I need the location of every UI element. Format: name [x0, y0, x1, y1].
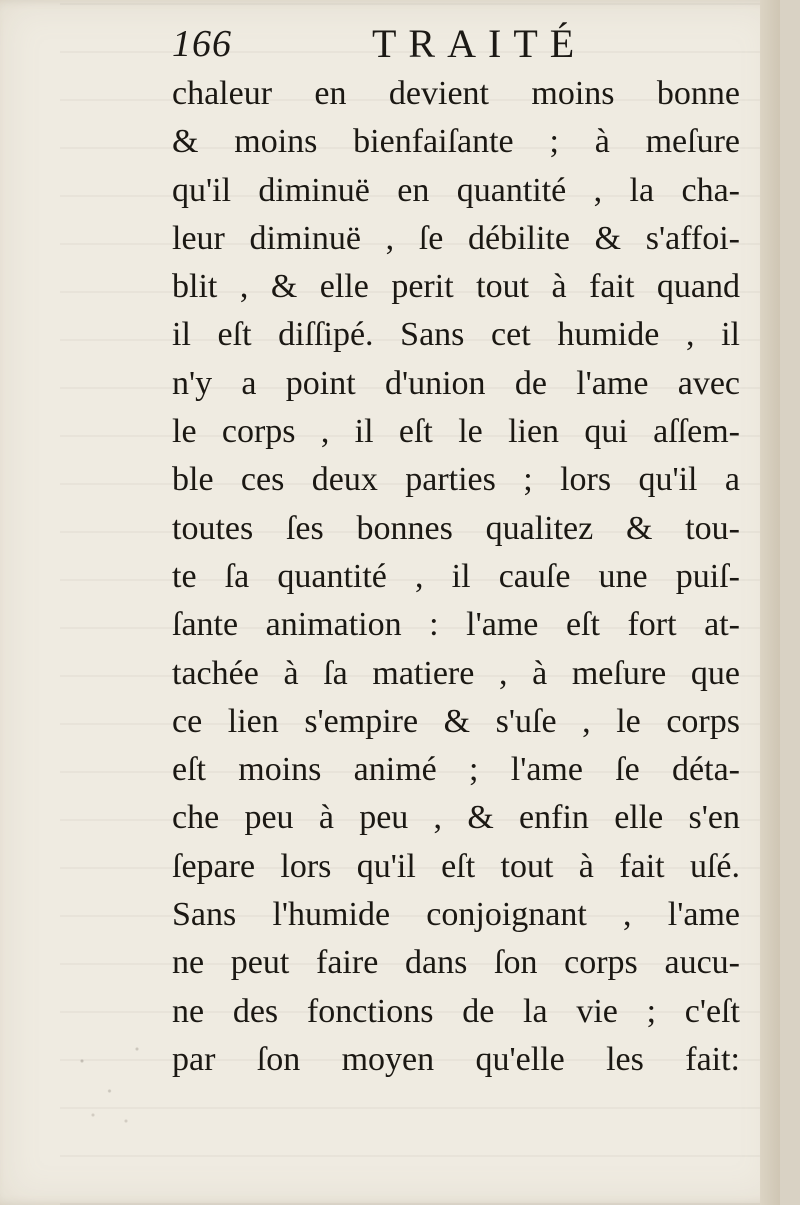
- text-line: ble ces deux parties ; lors qu'il a: [172, 461, 740, 499]
- page-number: 166: [172, 23, 232, 65]
- text-line: tachée à ſa matiere , à meſure que: [172, 654, 740, 692]
- text-line: chaleur en devient moins bonne: [172, 75, 740, 112]
- text-line: te ſa quantité , il cauſe une puiſ-: [172, 557, 740, 595]
- text-line: ſepare lors qu'il eſt tout à fait uſé.: [172, 847, 740, 885]
- text-line: qu'il diminuë en quantité , la cha-: [172, 171, 740, 209]
- body-text: [172, 70, 740, 1084]
- text-line: le corps , il eſt le lien qui aſſem-: [172, 413, 740, 451]
- text-line: par ſon moyen qu'elle les fait:: [172, 1040, 740, 1078]
- text-line: ſante animation : l'ame eſt fort at-: [172, 606, 740, 644]
- text-line: ce lien s'empire & s'uſe , le corps: [172, 702, 740, 740]
- text-line: che peu à peu , & enfin elle s'en: [172, 799, 740, 837]
- page-header: [172, 14, 732, 70]
- text-line: & moins bienfaiſante ; à meſure: [172, 123, 740, 161]
- page-edge: [760, 0, 780, 1205]
- text-line: il eſt diſſipé. Sans cet humide , il: [172, 316, 740, 354]
- text-line: ne peut faire dans ſon corps aucu-: [172, 944, 740, 982]
- text-line: toutes ſes bonnes qualitez & tou-: [172, 509, 740, 547]
- paper-specks: [60, 1025, 170, 1145]
- running-title: TRAITÉ: [372, 21, 587, 66]
- text-line: Sans l'humide conjoignant , l'ame: [172, 896, 740, 934]
- text-line: ne des fonctions de la vie ; c'eſt: [172, 992, 740, 1030]
- text-line: leur diminuë , ſe débilite & s'affoi-: [172, 219, 740, 257]
- text-line: eſt moins animé ; l'ame ſe déta-: [172, 751, 740, 789]
- text-line: blit , & elle perit tout à fait quand: [172, 268, 740, 306]
- text-line: n'y a point d'union de l'ame avec: [172, 364, 740, 402]
